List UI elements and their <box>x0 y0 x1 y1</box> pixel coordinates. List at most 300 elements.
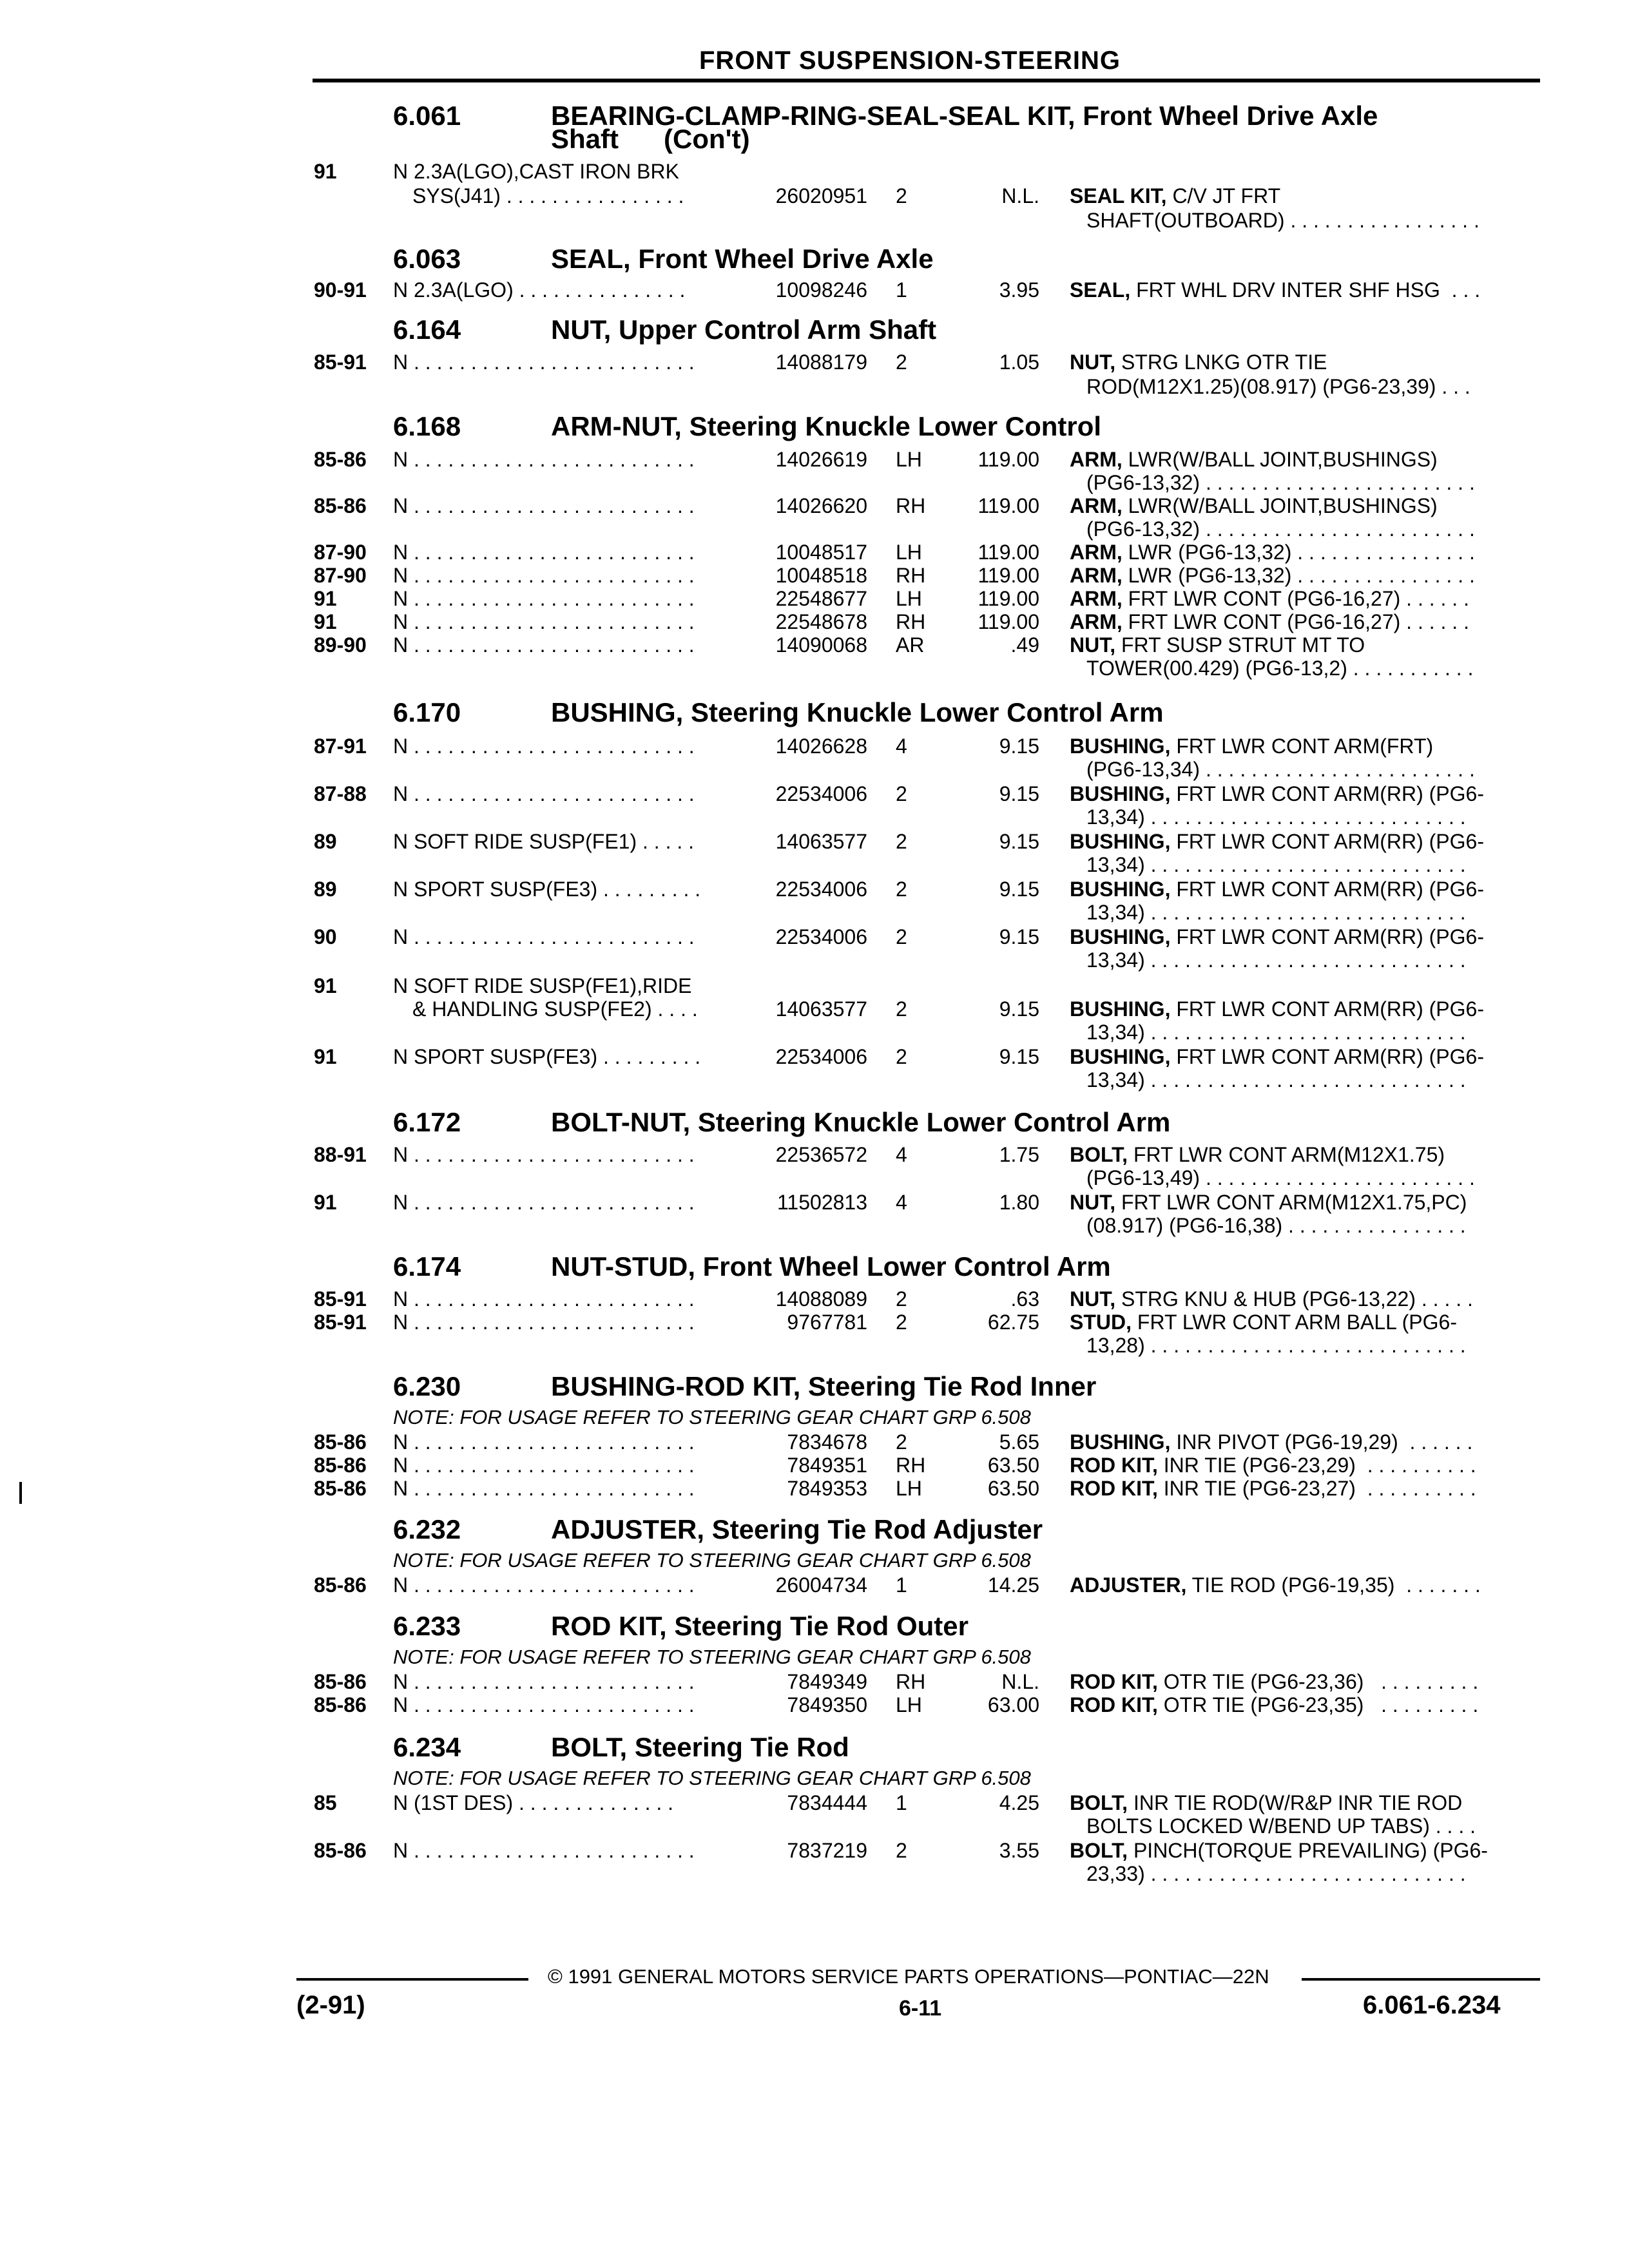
part-row-continued <box>0 1814 1629 1840</box>
part-name <box>1070 278 1480 302</box>
part-name <box>1070 1670 1478 1694</box>
header-rule <box>313 79 1540 82</box>
part-row-continued <box>0 209 1629 235</box>
part-row <box>0 160 1629 186</box>
application: & HANDLING SUSP(FE2) . . . . <box>412 997 698 1021</box>
application: N . . . . . . . . . . . . . . . . . . . . . . . . . <box>393 1454 695 1477</box>
application: N . . . . . . . . . . . . . . . . . . . . . . . . . <box>393 494 695 517</box>
part-name-key: NUT, <box>1070 1191 1116 1214</box>
part-name <box>1070 184 1280 208</box>
part-row-continued <box>0 1862 1629 1888</box>
year-range: 85-86 <box>314 448 367 471</box>
part-row <box>0 541 1629 566</box>
part-name-continued: SHAFT(OUTBOARD) . . . . . . . . . . . . . . . . . <box>1086 209 1480 232</box>
price: 119.00 <box>978 587 1039 610</box>
quantity: RH <box>896 1454 926 1477</box>
part-name-rest: FRT LWR CONT ARM(RR) (PG6- <box>1170 1045 1484 1068</box>
part-name-continued: (PG6-13,34) . . . . . . . . . . . . . . . . . . . . . . . . <box>1086 758 1475 781</box>
quantity: 2 <box>896 1839 907 1862</box>
year-range: 85-86 <box>314 1839 367 1862</box>
year-range: 91 <box>314 160 337 183</box>
section-range: 6.061-6.234 <box>1363 1991 1501 2019</box>
part-name-rest: FRT LWR CONT ARM(RR) (PG6- <box>1170 925 1484 948</box>
quantity: 2 <box>896 1430 907 1454</box>
part-number: 10048518 <box>775 564 867 587</box>
section-title: ROD KIT, Steering Tie Rod Outer <box>551 1611 969 1641</box>
price: 63.50 <box>987 1477 1039 1500</box>
part-name-key: BUSHING, <box>1070 1430 1171 1454</box>
part-name-continued: 13,28) . . . . . . . . . . . . . . . . . . . . . . . . . . . . <box>1086 1334 1466 1357</box>
quantity: 2 <box>896 830 907 853</box>
year-range: 91 <box>314 587 337 610</box>
part-name-key: ARM, <box>1070 610 1123 633</box>
year-range: 89 <box>314 830 337 853</box>
part-name <box>1070 782 1484 806</box>
revision-date: (2-91) <box>296 1991 365 2019</box>
part-name <box>1070 1430 1472 1454</box>
section-title: BEARING-CLAMP-RING-SEAL-SEAL KIT, Front Wheel Drive Axle <box>551 101 1378 131</box>
part-name <box>1070 925 1484 949</box>
usage-note: NOTE: FOR USAGE REFER TO STEERING GEAR CHART GRP 6.508 <box>393 1646 1031 1668</box>
part-row <box>0 1791 1629 1817</box>
part-number: 22534006 <box>775 1045 867 1068</box>
part-name-key: ARM, <box>1070 587 1123 610</box>
year-range: 90-91 <box>314 278 367 302</box>
part-row <box>0 735 1629 760</box>
part-row-continued <box>0 758 1629 783</box>
usage-note: NOTE: FOR USAGE REFER TO STEERING GEAR CHART GRP 6.508 <box>393 1767 1031 1789</box>
quantity: RH <box>896 494 926 517</box>
part-name-rest: INR PIVOT (PG6-19,29) . . . . . . <box>1170 1430 1473 1454</box>
part-name-continued: ROD(M12X1.25)(08.917) (PG6-23,39) . . . <box>1086 375 1470 398</box>
application: N . . . . . . . . . . . . . . . . . . . . . . . . . <box>393 1311 695 1334</box>
year-range: 85-91 <box>314 1287 367 1311</box>
application: N . . . . . . . . . . . . . . . . . . . . . . . . . <box>393 541 695 564</box>
section-title: BUSHING, Steering Knuckle Lower Control Arm <box>551 697 1164 727</box>
part-row <box>0 448 1629 474</box>
part-row <box>0 1430 1629 1456</box>
part-number: 26004734 <box>775 1573 867 1597</box>
page-title: FRONT SUSPENSION-STEERING <box>699 46 1121 75</box>
application: N . . . . . . . . . . . . . . . . . . . . . . . . . <box>393 1477 695 1500</box>
part-name <box>1070 587 1469 611</box>
part-name-rest: FRT LWR CONT ARM(M12X1.75) <box>1128 1143 1445 1166</box>
part-name-key: STUD, <box>1070 1311 1132 1334</box>
part-name-key: ARM, <box>1070 564 1123 587</box>
price: 9.15 <box>999 997 1039 1021</box>
section-6172-heading <box>393 1107 1170 1138</box>
part-name-key: NUT, <box>1070 351 1116 374</box>
part-row-continued <box>0 1214 1629 1240</box>
part-name-rest: LWR(W/BALL JOINT,BUSHINGS) <box>1122 494 1438 517</box>
part-name <box>1070 633 1365 657</box>
part-name-rest: FRT LWR CONT ARM(FRT) <box>1170 735 1434 758</box>
quantity: LH <box>896 541 922 564</box>
section-6164-heading <box>393 314 936 345</box>
part-name-key: ARM, <box>1070 494 1123 517</box>
quantity: 4 <box>896 1191 907 1214</box>
year-range: 87-91 <box>314 735 367 758</box>
part-number: 14026628 <box>775 735 867 758</box>
part-name-continued: BOLTS LOCKED W/BEND UP TABS) . . . . <box>1086 1814 1476 1838</box>
quantity: 2 <box>896 997 907 1021</box>
application: N . . . . . . . . . . . . . . . . . . . . . . . . . <box>393 1670 695 1693</box>
part-name-rest: OTR TIE (PG6-23,35) . . . . . . . . . <box>1157 1693 1479 1716</box>
price: 63.50 <box>987 1454 1039 1477</box>
application: N . . . . . . . . . . . . . . . . . . . . . . . . . <box>393 925 695 948</box>
price: 119.00 <box>978 610 1039 633</box>
application: N 2.3A(LGO),CAST IRON BRK <box>393 160 679 183</box>
price: 9.15 <box>999 925 1039 948</box>
part-name-continued: 23,33) . . . . . . . . . . . . . . . . . . . . . . . . . . . . <box>1086 1862 1466 1885</box>
application: N . . . . . . . . . . . . . . . . . . . . . . . . . <box>393 351 695 374</box>
section-title: BOLT-NUT, Steering Knuckle Lower Control Arm <box>551 1107 1171 1137</box>
part-name-key: BUSHING, <box>1070 1045 1171 1068</box>
year-range: 85 <box>314 1791 337 1814</box>
part-name-key: BOLT, <box>1070 1143 1128 1166</box>
part-name-key: BUSHING, <box>1070 878 1171 901</box>
part-row-continued <box>0 1334 1629 1360</box>
price: 14.25 <box>987 1573 1039 1597</box>
year-range: 85-86 <box>314 494 367 517</box>
part-row-continued <box>0 471 1629 497</box>
part-number: 22534006 <box>775 878 867 901</box>
part-row-continued <box>0 948 1629 974</box>
price: 4.25 <box>999 1791 1039 1814</box>
part-number: 7837219 <box>787 1839 867 1862</box>
section-6233-heading <box>393 1611 969 1642</box>
part-row <box>0 782 1629 808</box>
part-name-key: BUSHING, <box>1070 735 1171 758</box>
part-number: 22548677 <box>775 587 867 610</box>
application: N . . . . . . . . . . . . . . . . . . . . . . . . . <box>393 610 695 633</box>
quantity: LH <box>896 1477 922 1500</box>
part-row <box>0 351 1629 376</box>
part-number: 26020951 <box>775 184 867 207</box>
page-number: 6-11 <box>899 1996 942 2021</box>
year-range: 91 <box>314 974 337 997</box>
application: N . . . . . . . . . . . . . . . . . . . . . . . . . <box>393 587 695 610</box>
quantity: 1 <box>896 1573 907 1597</box>
price: 119.00 <box>978 494 1039 517</box>
quantity: LH <box>896 587 922 610</box>
part-number: 7834444 <box>787 1791 867 1814</box>
quantity: LH <box>896 1693 922 1716</box>
part-name-continued: (PG6-13,32) . . . . . . . . . . . . . . . . . . . . . . . . <box>1086 471 1475 494</box>
part-name-continued: 13,34) . . . . . . . . . . . . . . . . . . . . . . . . . . . . <box>1086 1068 1466 1091</box>
part-name-rest: PINCH(TORQUE PREVAILING) (PG6- <box>1128 1839 1488 1862</box>
part-name-continued: (PG6-13,32) . . . . . . . . . . . . . . . . . . . . . . . . <box>1086 517 1475 541</box>
part-row <box>0 1670 1629 1696</box>
year-range: 85-86 <box>314 1693 367 1716</box>
application: N SOFT RIDE SUSP(FE1) . . . . . <box>393 830 695 853</box>
year-range: 87-90 <box>314 541 367 564</box>
part-name-rest: LWR (PG6-13,32) . . . . . . . . . . . . . . . . <box>1122 564 1475 587</box>
year-range: 85-86 <box>314 1430 367 1454</box>
usage-note: NOTE: FOR USAGE REFER TO STEERING GEAR CHART GRP 6.508 <box>393 1549 1031 1571</box>
section-title: NUT-STUD, Front Wheel Lower Control Arm <box>551 1251 1111 1282</box>
part-name-rest: FRT SUSP STRUT MT TO <box>1115 633 1365 657</box>
quantity: 2 <box>896 1287 907 1311</box>
part-name-key: ROD KIT, <box>1070 1693 1158 1716</box>
part-name-rest: FRT LWR CONT ARM(RR) (PG6- <box>1170 830 1484 853</box>
part-row <box>0 830 1629 856</box>
quantity: 2 <box>896 1311 907 1334</box>
section-code: 6.232 <box>393 1514 461 1544</box>
application: N . . . . . . . . . . . . . . . . . . . . . . . . . <box>393 1287 695 1311</box>
year-range: 89 <box>314 878 337 901</box>
section-code: 6.230 <box>393 1371 461 1401</box>
part-name <box>1070 494 1438 518</box>
application: N SOFT RIDE SUSP(FE1),RIDE <box>393 974 692 997</box>
part-row <box>0 1454 1629 1479</box>
part-name-rest: INR TIE (PG6-23,29) . . . . . . . . . . <box>1157 1454 1476 1477</box>
application: N . . . . . . . . . . . . . . . . . . . . . . . . . <box>393 1430 695 1454</box>
section-6063-heading <box>393 244 934 274</box>
part-name <box>1070 1573 1481 1597</box>
part-number: 10048517 <box>775 541 867 564</box>
part-name-key: NUT, <box>1070 633 1116 657</box>
part-name <box>1070 448 1438 472</box>
part-name-key: BUSHING, <box>1070 925 1171 948</box>
application: N . . . . . . . . . . . . . . . . . . . . . . . . . <box>393 564 695 587</box>
part-row <box>0 925 1629 951</box>
section-title: BUSHING-ROD KIT, Steering Tie Rod Inner <box>551 1371 1097 1401</box>
quantity: 2 <box>896 351 907 374</box>
section-title: ADJUSTER, Steering Tie Rod Adjuster <box>551 1514 1043 1544</box>
part-name <box>1070 610 1469 634</box>
part-name <box>1070 351 1327 374</box>
part-name-rest: FRT LWR CONT ARM(RR) (PG6- <box>1170 997 1484 1021</box>
application: N SPORT SUSP(FE3) . . . . . . . . . <box>393 1045 701 1068</box>
part-name-key: BOLT, <box>1070 1791 1128 1814</box>
price: 3.55 <box>999 1839 1039 1862</box>
year-range: 91 <box>314 1191 337 1214</box>
section-title-continued: Shaft (Con't) <box>551 124 750 154</box>
part-number: 14026619 <box>775 448 867 471</box>
price: 119.00 <box>978 448 1039 471</box>
part-number: 22534006 <box>775 782 867 805</box>
footer-rule-right <box>1302 1978 1540 1981</box>
part-number: 14088089 <box>775 1287 867 1311</box>
application: SYS(J41) . . . . . . . . . . . . . . . . <box>412 184 684 207</box>
application: N . . . . . . . . . . . . . . . . . . . . . . . . . <box>393 633 695 657</box>
part-name <box>1070 1791 1462 1815</box>
part-name-rest: INR TIE ROD(W/R&P INR TIE ROD <box>1128 1791 1463 1814</box>
application: N SPORT SUSP(FE3) . . . . . . . . . <box>393 878 701 901</box>
year-range: 91 <box>314 1045 337 1068</box>
part-name-rest: FRT LWR CONT ARM BALL (PG6- <box>1132 1311 1457 1334</box>
section-6061-heading <box>393 101 1378 131</box>
price: 1.05 <box>999 351 1039 374</box>
part-name <box>1070 735 1433 758</box>
part-name-key: ADJUSTER, <box>1070 1573 1187 1597</box>
section-code: 6.233 <box>393 1611 461 1641</box>
part-row-continued <box>0 375 1629 401</box>
part-number: 22536572 <box>775 1143 867 1166</box>
price: 3.95 <box>999 278 1039 302</box>
part-name <box>1070 1477 1476 1501</box>
quantity: 2 <box>896 925 907 948</box>
part-row <box>0 278 1629 304</box>
section-6230-heading <box>393 1371 1096 1402</box>
application: N . . . . . . . . . . . . . . . . . . . . . . . . . <box>393 1693 695 1716</box>
part-row-continued <box>0 1068 1629 1094</box>
quantity: 4 <box>896 1143 907 1166</box>
part-number: 14090068 <box>775 633 867 657</box>
part-name-key: BUSHING, <box>1070 997 1171 1021</box>
part-row <box>0 494 1629 520</box>
application: N . . . . . . . . . . . . . . . . . . . . . . . . . <box>393 448 695 471</box>
part-row-continued <box>0 805 1629 831</box>
part-name <box>1070 1454 1476 1477</box>
part-row-continued <box>0 1166 1629 1192</box>
price: .63 <box>1010 1287 1039 1311</box>
part-row <box>0 1311 1629 1336</box>
part-row <box>0 1045 1629 1071</box>
part-name-continued: 13,34) . . . . . . . . . . . . . . . . . . . . . . . . . . . . <box>1086 1021 1466 1044</box>
part-name-rest: FRT LWR CONT ARM(RR) (PG6- <box>1170 782 1484 805</box>
section-6170-heading <box>393 697 1164 728</box>
part-name <box>1070 564 1475 588</box>
section-6232-heading <box>393 1514 1043 1545</box>
application: N (1ST DES) . . . . . . . . . . . . . . <box>393 1791 674 1814</box>
part-row-continued <box>0 853 1629 879</box>
part-name-key: ROD KIT, <box>1070 1670 1158 1693</box>
part-number: 7849349 <box>787 1670 867 1693</box>
part-name-rest: STRG LNKG OTR TIE <box>1115 351 1327 374</box>
part-number: 14063577 <box>775 997 867 1021</box>
part-name-key: BOLT, <box>1070 1839 1128 1862</box>
quantity: AR <box>896 633 925 657</box>
quantity: RH <box>896 610 926 633</box>
part-row <box>0 878 1629 903</box>
part-number: 14026620 <box>775 494 867 517</box>
part-row <box>0 564 1629 590</box>
part-name <box>1070 1311 1457 1334</box>
section-code: 6.174 <box>393 1251 461 1282</box>
part-name <box>1070 1287 1473 1311</box>
price: 5.65 <box>999 1430 1039 1454</box>
part-name <box>1070 997 1484 1021</box>
part-number: 7849353 <box>787 1477 867 1500</box>
part-name-rest: C/V JT FRT <box>1166 184 1281 207</box>
year-range: 87-88 <box>314 782 367 805</box>
part-name-key: SEAL, <box>1070 278 1131 302</box>
part-row <box>0 184 1629 210</box>
part-row <box>0 997 1629 1023</box>
part-name <box>1070 541 1475 564</box>
section-6174-heading <box>393 1251 1111 1282</box>
part-name-rest: FRT WHL DRV INTER SHF HSG . . . <box>1130 278 1481 302</box>
copyright-notice: © 1991 GENERAL MOTORS SERVICE PARTS OPERATIONS—PONTIAC—22N <box>548 1965 1269 1988</box>
part-name-key: BUSHING, <box>1070 782 1171 805</box>
part-row <box>0 633 1629 659</box>
quantity: RH <box>896 1670 926 1693</box>
section-title: ARM-NUT, Steering Knuckle Lower Control <box>551 411 1102 441</box>
year-range: 85-86 <box>314 1477 367 1500</box>
part-name-key: ROD KIT, <box>1070 1454 1158 1477</box>
part-number: 7849351 <box>787 1454 867 1477</box>
part-number: 7834678 <box>787 1430 867 1454</box>
quantity: 2 <box>896 878 907 901</box>
price: 9.15 <box>999 735 1039 758</box>
application: N . . . . . . . . . . . . . . . . . . . . . . . . . <box>393 1573 695 1597</box>
part-row-continued <box>0 901 1629 927</box>
application: N . . . . . . . . . . . . . . . . . . . . . . . . . <box>393 1143 695 1166</box>
part-name-rest: STRG KNU & HUB (PG6-13,22) . . . . . <box>1115 1287 1473 1311</box>
part-name <box>1070 1839 1488 1863</box>
part-row-continued <box>0 517 1629 543</box>
section-code: 6.234 <box>393 1732 461 1762</box>
part-name-continued: 13,34) . . . . . . . . . . . . . . . . . . . . . . . . . . . . <box>1086 805 1466 829</box>
part-name-key: ARM, <box>1070 448 1123 471</box>
part-number: 10098246 <box>775 278 867 302</box>
section-code: 6.164 <box>393 314 461 345</box>
price: 1.75 <box>999 1143 1039 1166</box>
part-row <box>0 1143 1629 1169</box>
price: 9.15 <box>999 782 1039 805</box>
price: 119.00 <box>978 541 1039 564</box>
section-title: BOLT, Steering Tie Rod <box>551 1732 849 1762</box>
price: 119.00 <box>978 564 1039 587</box>
part-number: 9767781 <box>787 1311 867 1334</box>
price: 9.15 <box>999 830 1039 853</box>
section-6168-heading <box>393 411 1101 442</box>
part-row <box>0 1191 1629 1216</box>
price: N.L. <box>1001 1670 1039 1693</box>
part-number: 22548678 <box>775 610 867 633</box>
year-range: 90 <box>314 925 337 948</box>
quantity: 2 <box>896 1045 907 1068</box>
usage-note: NOTE: FOR USAGE REFER TO STEERING GEAR CHART GRP 6.508 <box>393 1406 1031 1428</box>
section-code: 6.168 <box>393 411 461 441</box>
year-range: 85-86 <box>314 1670 367 1693</box>
part-name-rest: FRT LWR CONT (PG6-16,27) . . . . . . <box>1122 610 1469 633</box>
part-number: 14088179 <box>775 351 867 374</box>
year-range: 88-91 <box>314 1143 367 1166</box>
part-row <box>0 1839 1629 1865</box>
part-name <box>1070 1143 1445 1167</box>
quantity: 2 <box>896 184 907 207</box>
quantity: RH <box>896 564 926 587</box>
year-range: 85-91 <box>314 351 367 374</box>
application: N . . . . . . . . . . . . . . . . . . . . . . . . . <box>393 1191 695 1214</box>
part-row <box>0 1477 1629 1503</box>
part-name-key: BUSHING, <box>1070 830 1171 853</box>
footer-rule-left <box>296 1978 528 1981</box>
price: 9.15 <box>999 1045 1039 1068</box>
part-name-rest: FRT LWR CONT (PG6-16,27) . . . . . . <box>1122 587 1469 610</box>
price: 62.75 <box>987 1311 1039 1334</box>
year-range: 89-90 <box>314 633 367 657</box>
part-name-rest: FRT LWR CONT ARM(RR) (PG6- <box>1170 878 1484 901</box>
part-row-continued <box>0 1021 1629 1046</box>
price: 63.00 <box>987 1693 1039 1716</box>
part-name-key: ARM, <box>1070 541 1123 564</box>
quantity: 1 <box>896 1791 907 1814</box>
price: 1.80 <box>999 1191 1039 1214</box>
part-row <box>0 1693 1629 1719</box>
part-number: 7849350 <box>787 1693 867 1716</box>
part-number: 11502813 <box>777 1191 867 1214</box>
part-row <box>0 1287 1629 1313</box>
part-name-rest: TIE ROD (PG6-19,35) . . . . . . . <box>1186 1573 1481 1597</box>
part-name-continued: 13,34) . . . . . . . . . . . . . . . . . . . . . . . . . . . . <box>1086 853 1466 876</box>
part-name <box>1070 1693 1478 1717</box>
year-range: 87-90 <box>314 564 367 587</box>
part-name-key: ROD KIT, <box>1070 1477 1158 1500</box>
